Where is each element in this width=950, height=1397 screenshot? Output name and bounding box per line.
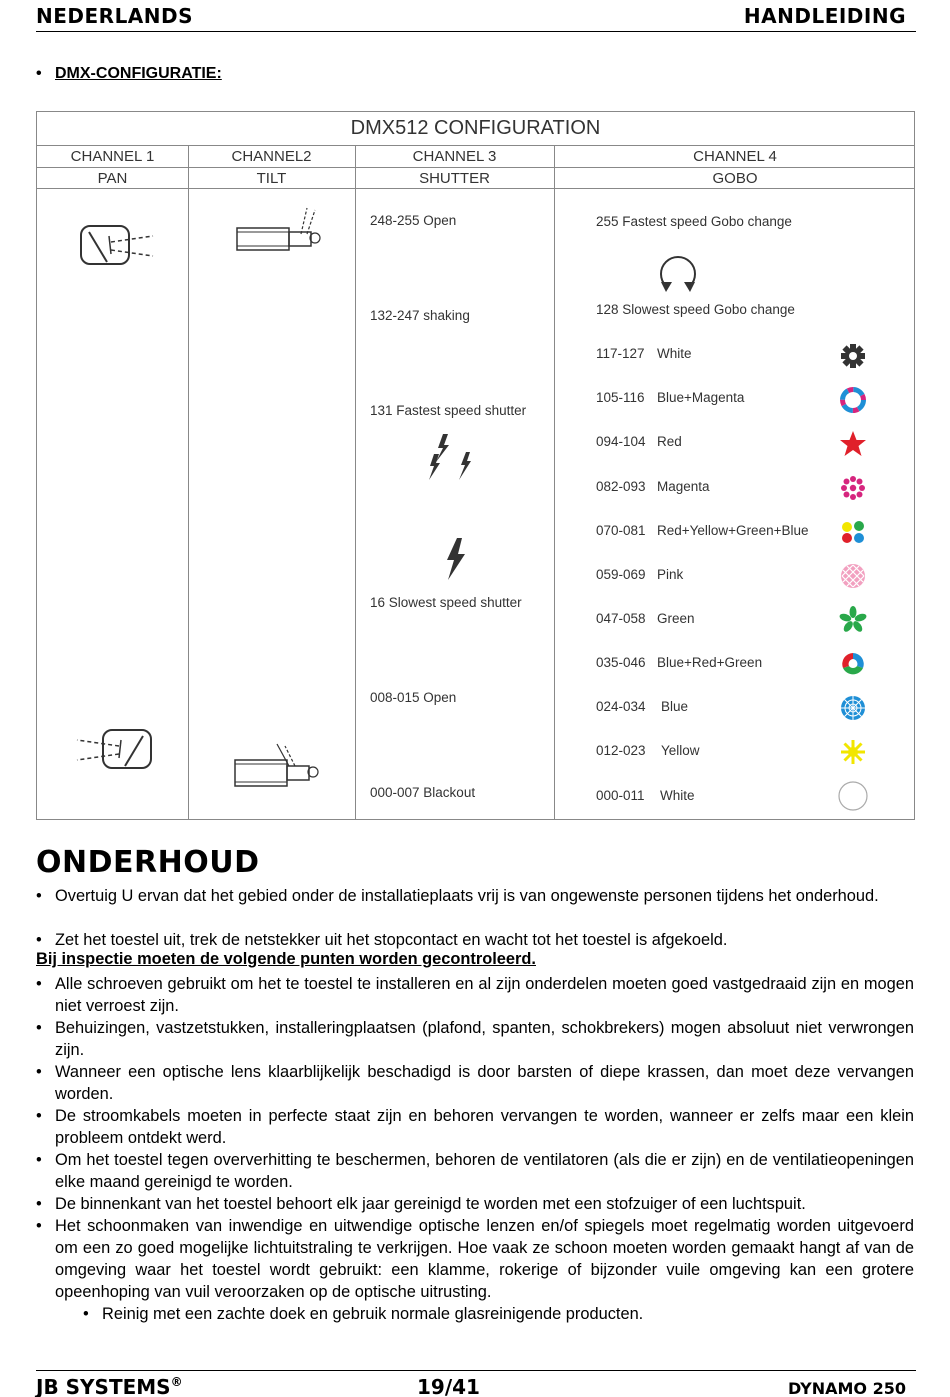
list-item: • Het schoonmaken van inwendige en uitwendige optische lenzen en/of spiegels moet regelmatig worden uitgevoerd om een zo goed mogelijke lichtuitstraling te verkrijgen. Hoe vaak ze schoon moeten worden gemaakt hangt af van de omgeving waar het toestel wordt gebruikt: een klamme, rokerige of bijzonder vuile omgeving kan een grotere opeenhoping van vuil veroorzaken op de optische uitrusting. [36, 1217, 914, 1301]
table-rule [37, 167, 914, 168]
blue-web-gobo-icon [839, 694, 867, 722]
page-number: 19/41 [417, 1375, 480, 1397]
tilt-max-icon [235, 206, 325, 262]
gobo-row [596, 479, 710, 494]
header-manual: HANDLEIDING [743, 4, 906, 28]
header-language: NEDERLANDS [36, 4, 194, 28]
white-flower-gobo-icon [839, 342, 867, 370]
bullet-text: Behuizingen, vastzetstukken, installeringplaatsen (plafond, spanten, schokbrekers) mogen absoluut niet verwrongen zijn. [55, 1019, 914, 1059]
tilt-min-icon [233, 740, 323, 796]
gobo-name: White [660, 788, 695, 803]
gobo-name: Magenta [657, 479, 710, 494]
bullet-text: Het schoonmaken van inwendige en uitwendige optische lenzen en/of spiegels moet regelmatig worden uitgevoerd om een zo goed mogelijke lichtuitstraling te verkrijgen. Hoe vaak ze schoon moeten worden gemaakt hangt af van de omgeving waar het toestel wordt gebruikt: een klamme, rokerige of bijzonder vuile omgeving kan een grotere opeenhoping van vuil veroorzaken op de optische uitrusting. [55, 1217, 914, 1301]
shutter-blackout: 000-007 Blackout [370, 785, 476, 800]
channel-2-header: CHANNEL2 [231, 148, 312, 165]
rotation-arrow-icon [656, 248, 700, 294]
lightning-fast-icon [429, 430, 479, 482]
dmx-config-heading: • DMX-CONFIGURATIE: [36, 65, 222, 82]
bullet-text: Zet het toestel uit, trek de netstekker uit het stopcontact en wacht tot het toestel is afgekoeld. [55, 931, 728, 949]
gobo-speed-fastest: 255 Fastest speed Gobo change [596, 214, 792, 229]
yellow-sun-gobo-icon [839, 738, 867, 766]
bullet-text: De stroomkabels moeten in perfecte staat zijn en behoren vervangen te worden, wanneer er zelfs maar een klein probleem ontdekt werd. [55, 1107, 914, 1147]
gobo-range: 105-116 [596, 390, 645, 405]
inspection-heading: Bij inspectie moeten de volgende punten worden gecontroleerd. [36, 950, 536, 968]
shutter-shaking: 132-247 shaking [370, 308, 470, 323]
list-item: • Behuizingen, vastzetstukken, installeringplaatsen (plafond, spanten, schokbrekers) mogen absoluut niet verwrongen zijn. [36, 1019, 914, 1059]
gobo-row [596, 346, 692, 361]
white-open-gobo-icon [837, 780, 869, 812]
gobo-name: Green [657, 611, 695, 626]
page-header [36, 2, 916, 32]
gobo-row [596, 788, 695, 803]
bullet-text: Om het toestel tegen oververhitting te beschermen, behoren de ventilatoren (als die er zijn) en de ventilatieopeningen elke maand gereinigd te worden. [55, 1151, 914, 1191]
footer-brand [36, 1375, 183, 1397]
gobo-name: Blue+Red+Green [657, 655, 763, 670]
channel-4-function: GOBO [712, 170, 758, 187]
gobo-name: Red+Yellow+Green+Blue [657, 523, 809, 538]
gobo-range: 059-069 [596, 567, 646, 582]
triple-color-gobo-icon [839, 650, 867, 678]
table-rule [37, 188, 914, 189]
bullet-text: De binnenkant van het toestel behoort elk jaar gereinigd te worden met een stofzuiger of een luchtspuit. [55, 1195, 806, 1213]
brand-name: JB SYSTEMS [36, 1375, 171, 1397]
list-item: • Overtuig U ervan dat het gebied onder de installatieplaats vrij is van ongewenste personen tijdens het onderhoud. [36, 885, 914, 907]
column-divider [355, 145, 356, 819]
table-title: DMX512 CONFIGURATION [350, 117, 601, 139]
gobo-row [596, 699, 688, 714]
column-divider [554, 145, 555, 819]
gobo-name: Yellow [661, 743, 700, 758]
gobo-range: 000-011 [596, 788, 645, 803]
gobo-row [596, 434, 682, 449]
bullet-text: Alle schroeven gebruikt om het te toestel te installeren en al zijn onderdelen moeten goed vastgedraaid zijn en mogen niet verroest zijn. [55, 975, 914, 1015]
gobo-range: 082-093 [596, 479, 646, 494]
channel-2-function: TILT [256, 170, 287, 187]
channel-4-header: CHANNEL 4 [693, 148, 777, 165]
gobo-range: 094-104 [596, 434, 646, 449]
lightning-slow-icon [443, 536, 469, 582]
pink-grid-gobo-icon [839, 562, 867, 590]
footer-model: DYNAMO 250 [788, 1379, 906, 1397]
pan-max-icon [77, 222, 157, 272]
gobo-name: Pink [657, 567, 684, 582]
registered-mark: ® [170, 1375, 183, 1389]
four-color-dots-gobo-icon [839, 518, 867, 546]
list-item: • Alle schroeven gebruikt om het te toestel te installeren en al zijn onderdelen moeten goed vastgedraaid zijn en mogen niet verroest zijn. [36, 975, 914, 1015]
list-item: • Zet het toestel uit, trek de netstekker uit het stopcontact en wacht tot het toestel is afgekoeld. [36, 929, 914, 951]
bullet-text: Wanneer een optische lens klaarblijkelijk beschadigd is door barsten of diepe krassen, dan moet deze vervangen worden. [55, 1063, 914, 1103]
shutter-slowest: 16 Slowest speed shutter [370, 595, 522, 610]
shutter-open-low: 008-015 Open [370, 690, 457, 705]
channel-3-header: CHANNEL 3 [412, 148, 497, 165]
pan-min-icon [75, 726, 155, 776]
bullet-text: Overtuig U ervan dat het gebied onder de installatieplaats vrij is van ongewenste personen tijdens het onderhoud. [55, 887, 879, 905]
blue-magenta-ring-gobo-icon [839, 386, 867, 414]
gobo-row [596, 567, 683, 582]
gobo-range: 117-127 [596, 346, 645, 361]
green-pinwheel-gobo-icon [839, 606, 867, 634]
list-item: • De stroomkabels moeten in perfecte staat zijn en behoren vervangen te worden, wanneer er zelfs maar een klein probleem ontdekt werd. [36, 1107, 914, 1147]
bullet-text: Reinig met een zachte doek en gebruik normale glasreinigende producten. [102, 1305, 644, 1323]
gobo-name: Red [657, 434, 682, 449]
gobo-row [596, 655, 762, 670]
gobo-row [596, 743, 700, 758]
gobo-range: 035-046 [596, 655, 646, 670]
list-item: • Om het toestel tegen oververhitting te beschermen, behoren de ventilatoren (als die er zijn) en de ventilatieopeningen elke maand gereinigd te worden. [36, 1151, 914, 1191]
gobo-range: 047-058 [596, 611, 646, 626]
column-divider [188, 145, 189, 819]
red-star-gobo-icon [839, 430, 867, 458]
gobo-range: 070-081 [596, 523, 646, 538]
table-rule [37, 145, 914, 146]
sub-list-item: • Reinig met een zachte doek en gebruik normale glasreinigende producten. [83, 1303, 913, 1325]
gobo-range: 012-023 [596, 743, 646, 758]
magenta-dots-gobo-icon [839, 474, 867, 502]
channel-1-header: CHANNEL 1 [70, 148, 155, 165]
gobo-name: Blue [661, 699, 689, 714]
section-title: ONDERHOUD [36, 845, 260, 880]
gobo-name: Blue+Magenta [657, 390, 745, 405]
gobo-row [596, 611, 695, 626]
channel-1-function: PAN [97, 170, 128, 187]
shutter-fastest: 131 Fastest speed shutter [370, 403, 527, 418]
gobo-row [596, 390, 744, 405]
gobo-speed-slowest: 128 Slowest speed Gobo change [596, 302, 795, 317]
list-item: • Wanneer een optische lens klaarblijkelijk beschadigd is door barsten of diepe krassen, dan moet deze vervangen worden. [36, 1063, 914, 1103]
channel-3-function: SHUTTER [419, 170, 490, 187]
gobo-row [596, 523, 809, 538]
dmx-config-label: DMX-CONFIGURATIE: [55, 65, 222, 82]
page-footer [36, 1370, 916, 1397]
gobo-name: White [657, 346, 692, 361]
dmx-config-table [36, 111, 915, 820]
shutter-open-high: 248-255 Open [370, 213, 457, 228]
gobo-range: 024-034 [596, 699, 646, 714]
list-item: • De binnenkant van het toestel behoort elk jaar gereinigd te worden met een stofzuiger of een luchtspuit. [36, 1193, 914, 1215]
